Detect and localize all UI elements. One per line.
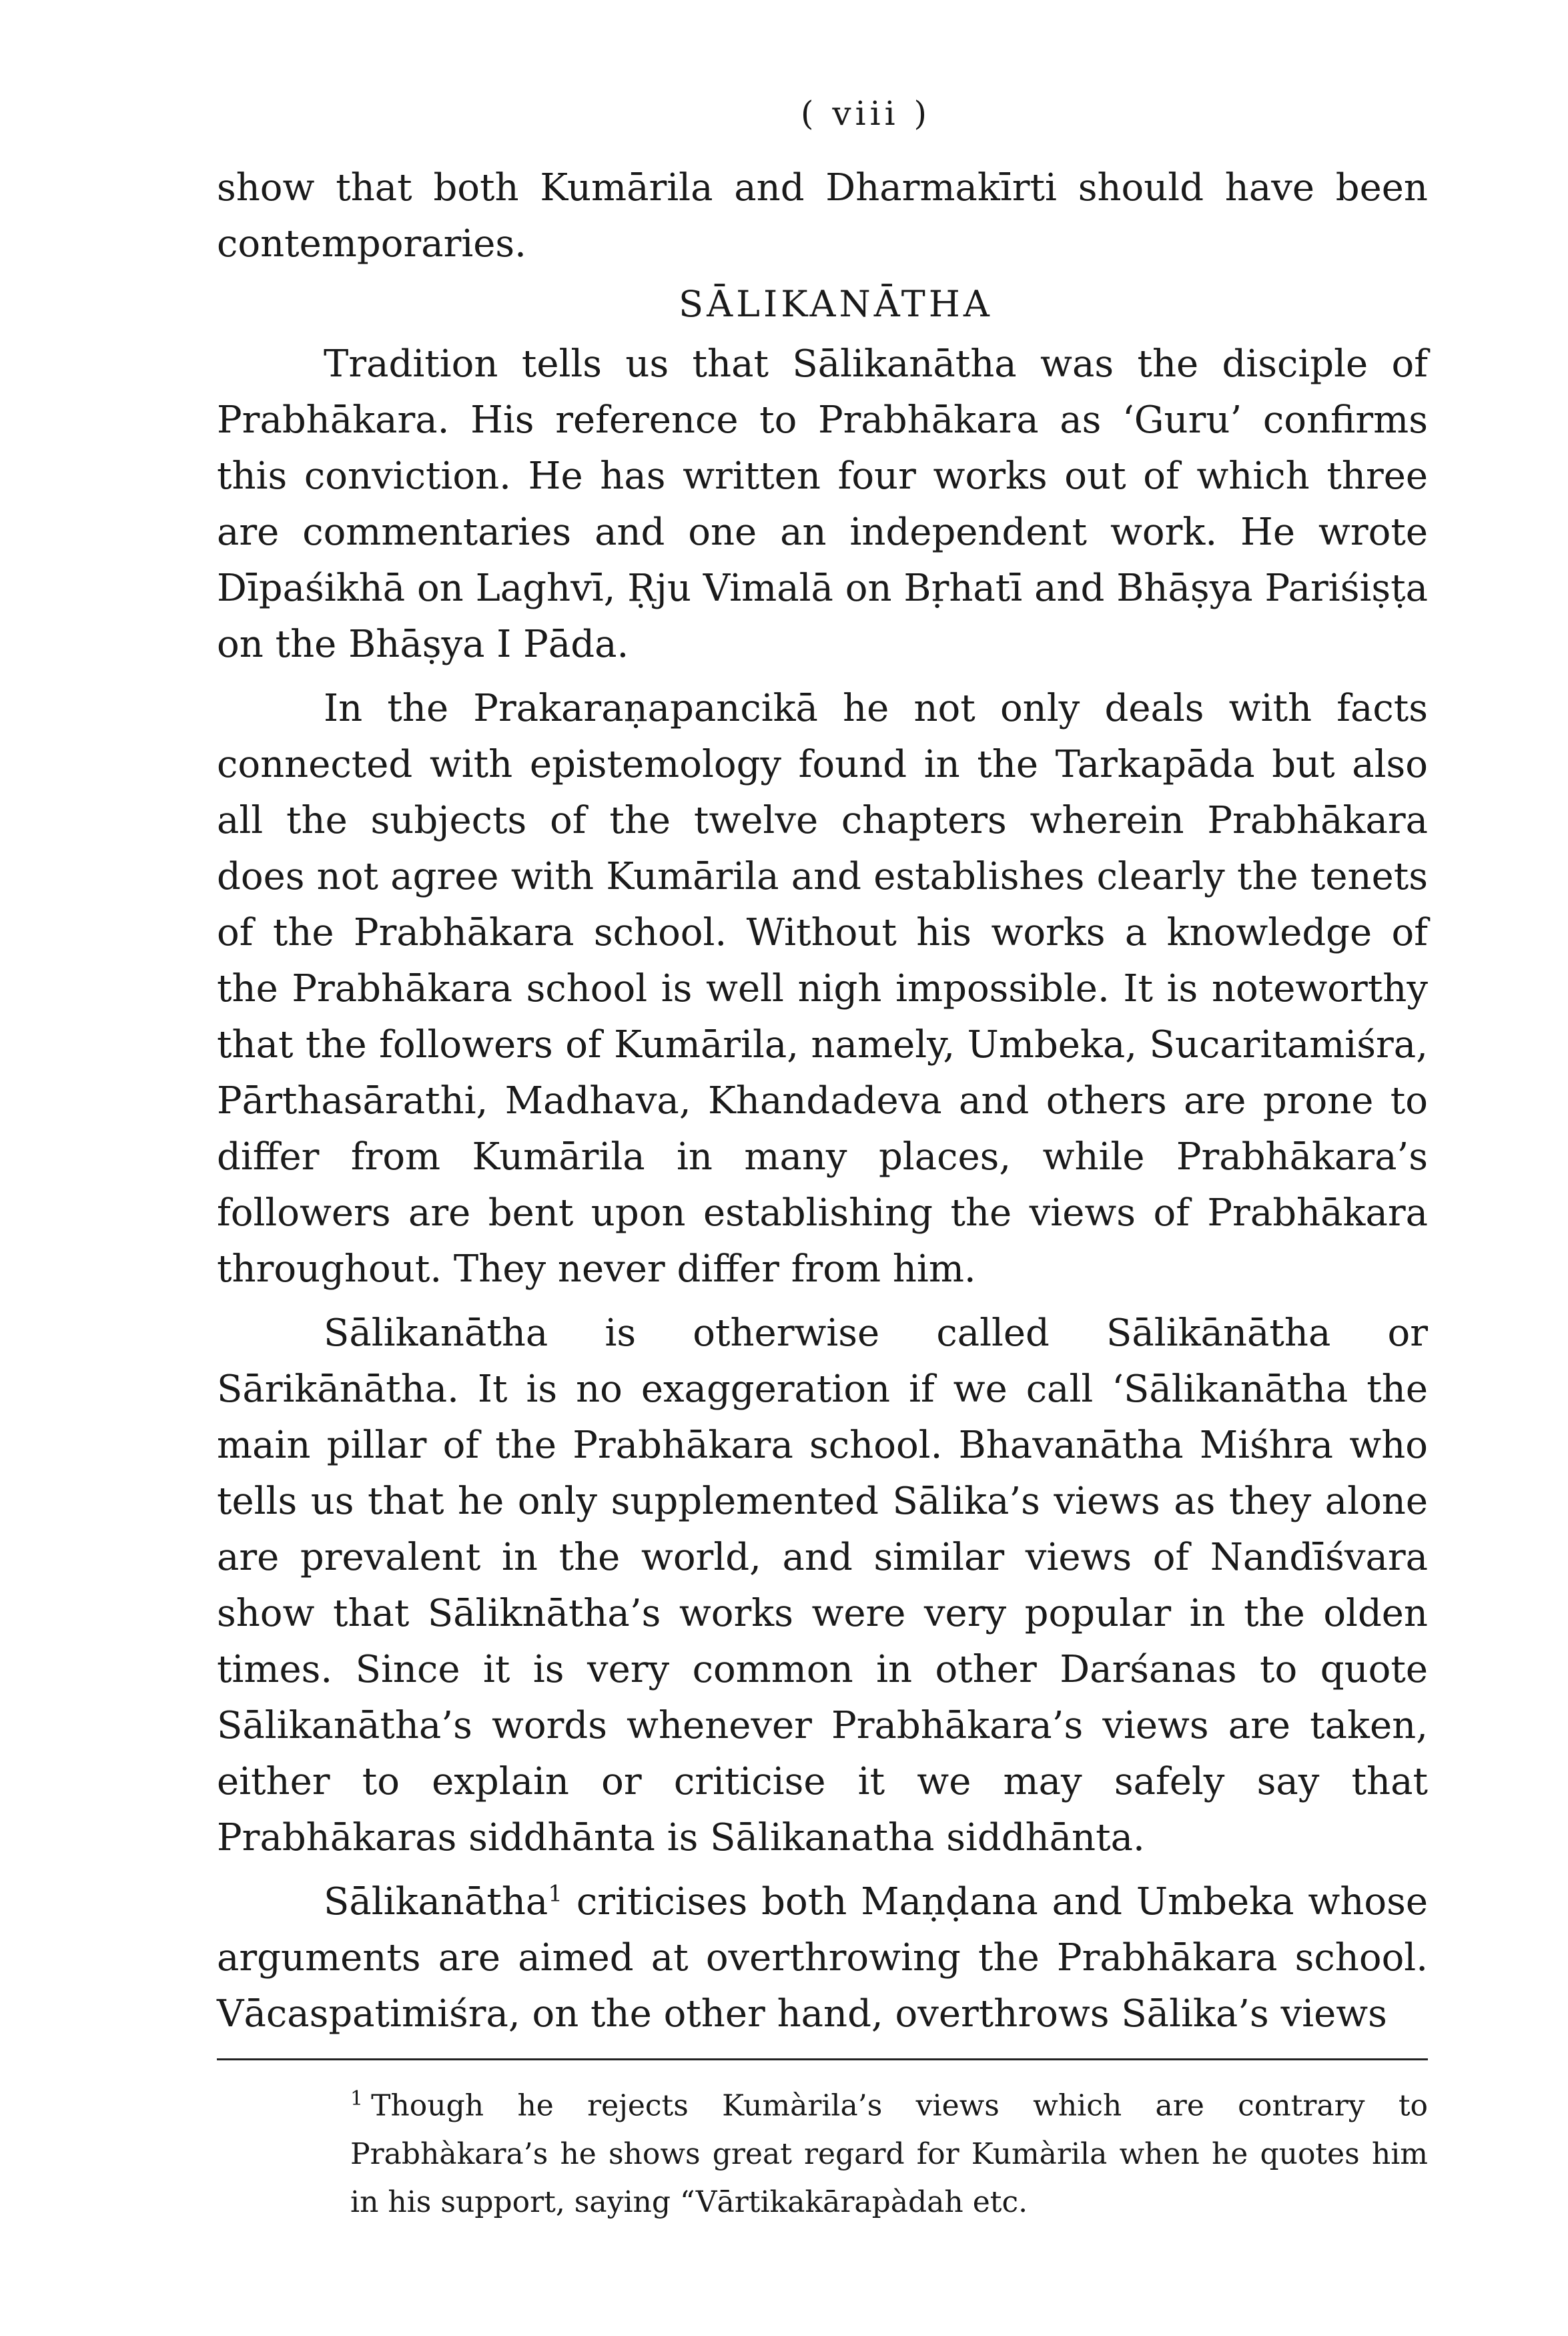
paragraph-continuation: show that both Kumārila and Dharmakīrti should have been contemporaries. bbox=[217, 166, 1428, 266]
paragraph-prakaranapancika: In the Prakaraṇapancikā he not only deals with facts connected with epistemology found in the Tarkapāda but also all the subjects of the twelve chapters wherein Prabhākara does not agree with Kumārila and establishes clearly the tenets of the Prabhākara school. Without his works a knowledge of the Prabhākara school is well nigh impossible. It is noteworthy that the followers of Kumārila, namely, Umbeka, Sucaritamiśra, Pārthasārathi, Madhava, Khandadeva and others are prone to differ from Kumārila in many places, while Prabhākara’s followers are bent upon establishing the views of Prabhākara throughout. They never differ from him. bbox=[217, 687, 1428, 1291]
footnote bbox=[217, 2075, 1428, 2227]
page-number: ( viii ) bbox=[800, 94, 931, 133]
section-heading: SĀLIKANĀTHA bbox=[679, 283, 993, 325]
paragraph-criticism-start: Sālikanātha bbox=[324, 1880, 548, 1924]
paragraph-tradition: Tradition tells us that Sālikanātha was the disciple of Prabhākara. His reference to Prabhākara as ‘Guru’ confirms this conviction. He has written four works out of which three are commentaries and one an independent work. He wrote Dīpaśikhā on Laghvī, Ṛju Vimalā on Bṛhatī and Bhāṣya Pariśiṣṭa on the Bhāṣya I Pāda. bbox=[217, 342, 1428, 666]
paragraph-salikanatha-names: Sālikanātha is otherwise called Sālikānātha or Sārikānātha. It is no exaggeration if we call ‘Sālikanātha the main pillar of the Prabhākara school. Bhavanātha Miśhra who tells us that he only supplemented Sālika’s views as they alone are prevalent in the world, and similar views of Nandīśvara show that Sāliknātha’s works were very popular in the olden times. Since it is very common in other Darśanas to quote Sālikanātha’s words whenever Prabhākara’s views are taken, either to explain or criticise it we may safely say that Prabhākaras siddhānta is Sālikanatha siddhānta. bbox=[217, 1311, 1428, 1859]
footnote-reference: 1 bbox=[548, 1880, 562, 1908]
paragraph-criticism-rest: criticises both Maṇḍana and Umbeka whose arguments are aimed at overthrowing the Prabhākara school. Vācaspatimiśra, on the other hand, overthrows Sālika’s views bbox=[217, 1880, 1428, 2036]
footnote-marker: 1 bbox=[350, 2087, 364, 2110]
document-page bbox=[217, 87, 1428, 2227]
paragraph-criticism bbox=[217, 1874, 1428, 2042]
footnote-divider bbox=[217, 2058, 1428, 2060]
footnote-text: Though he rejects Kumàrila’s views which are contrary to Prabhàkara’s he shows great regard for Kumàrila when he quotes him in his support, saying “Vārtikakārapàdah etc. bbox=[350, 2088, 1428, 2219]
